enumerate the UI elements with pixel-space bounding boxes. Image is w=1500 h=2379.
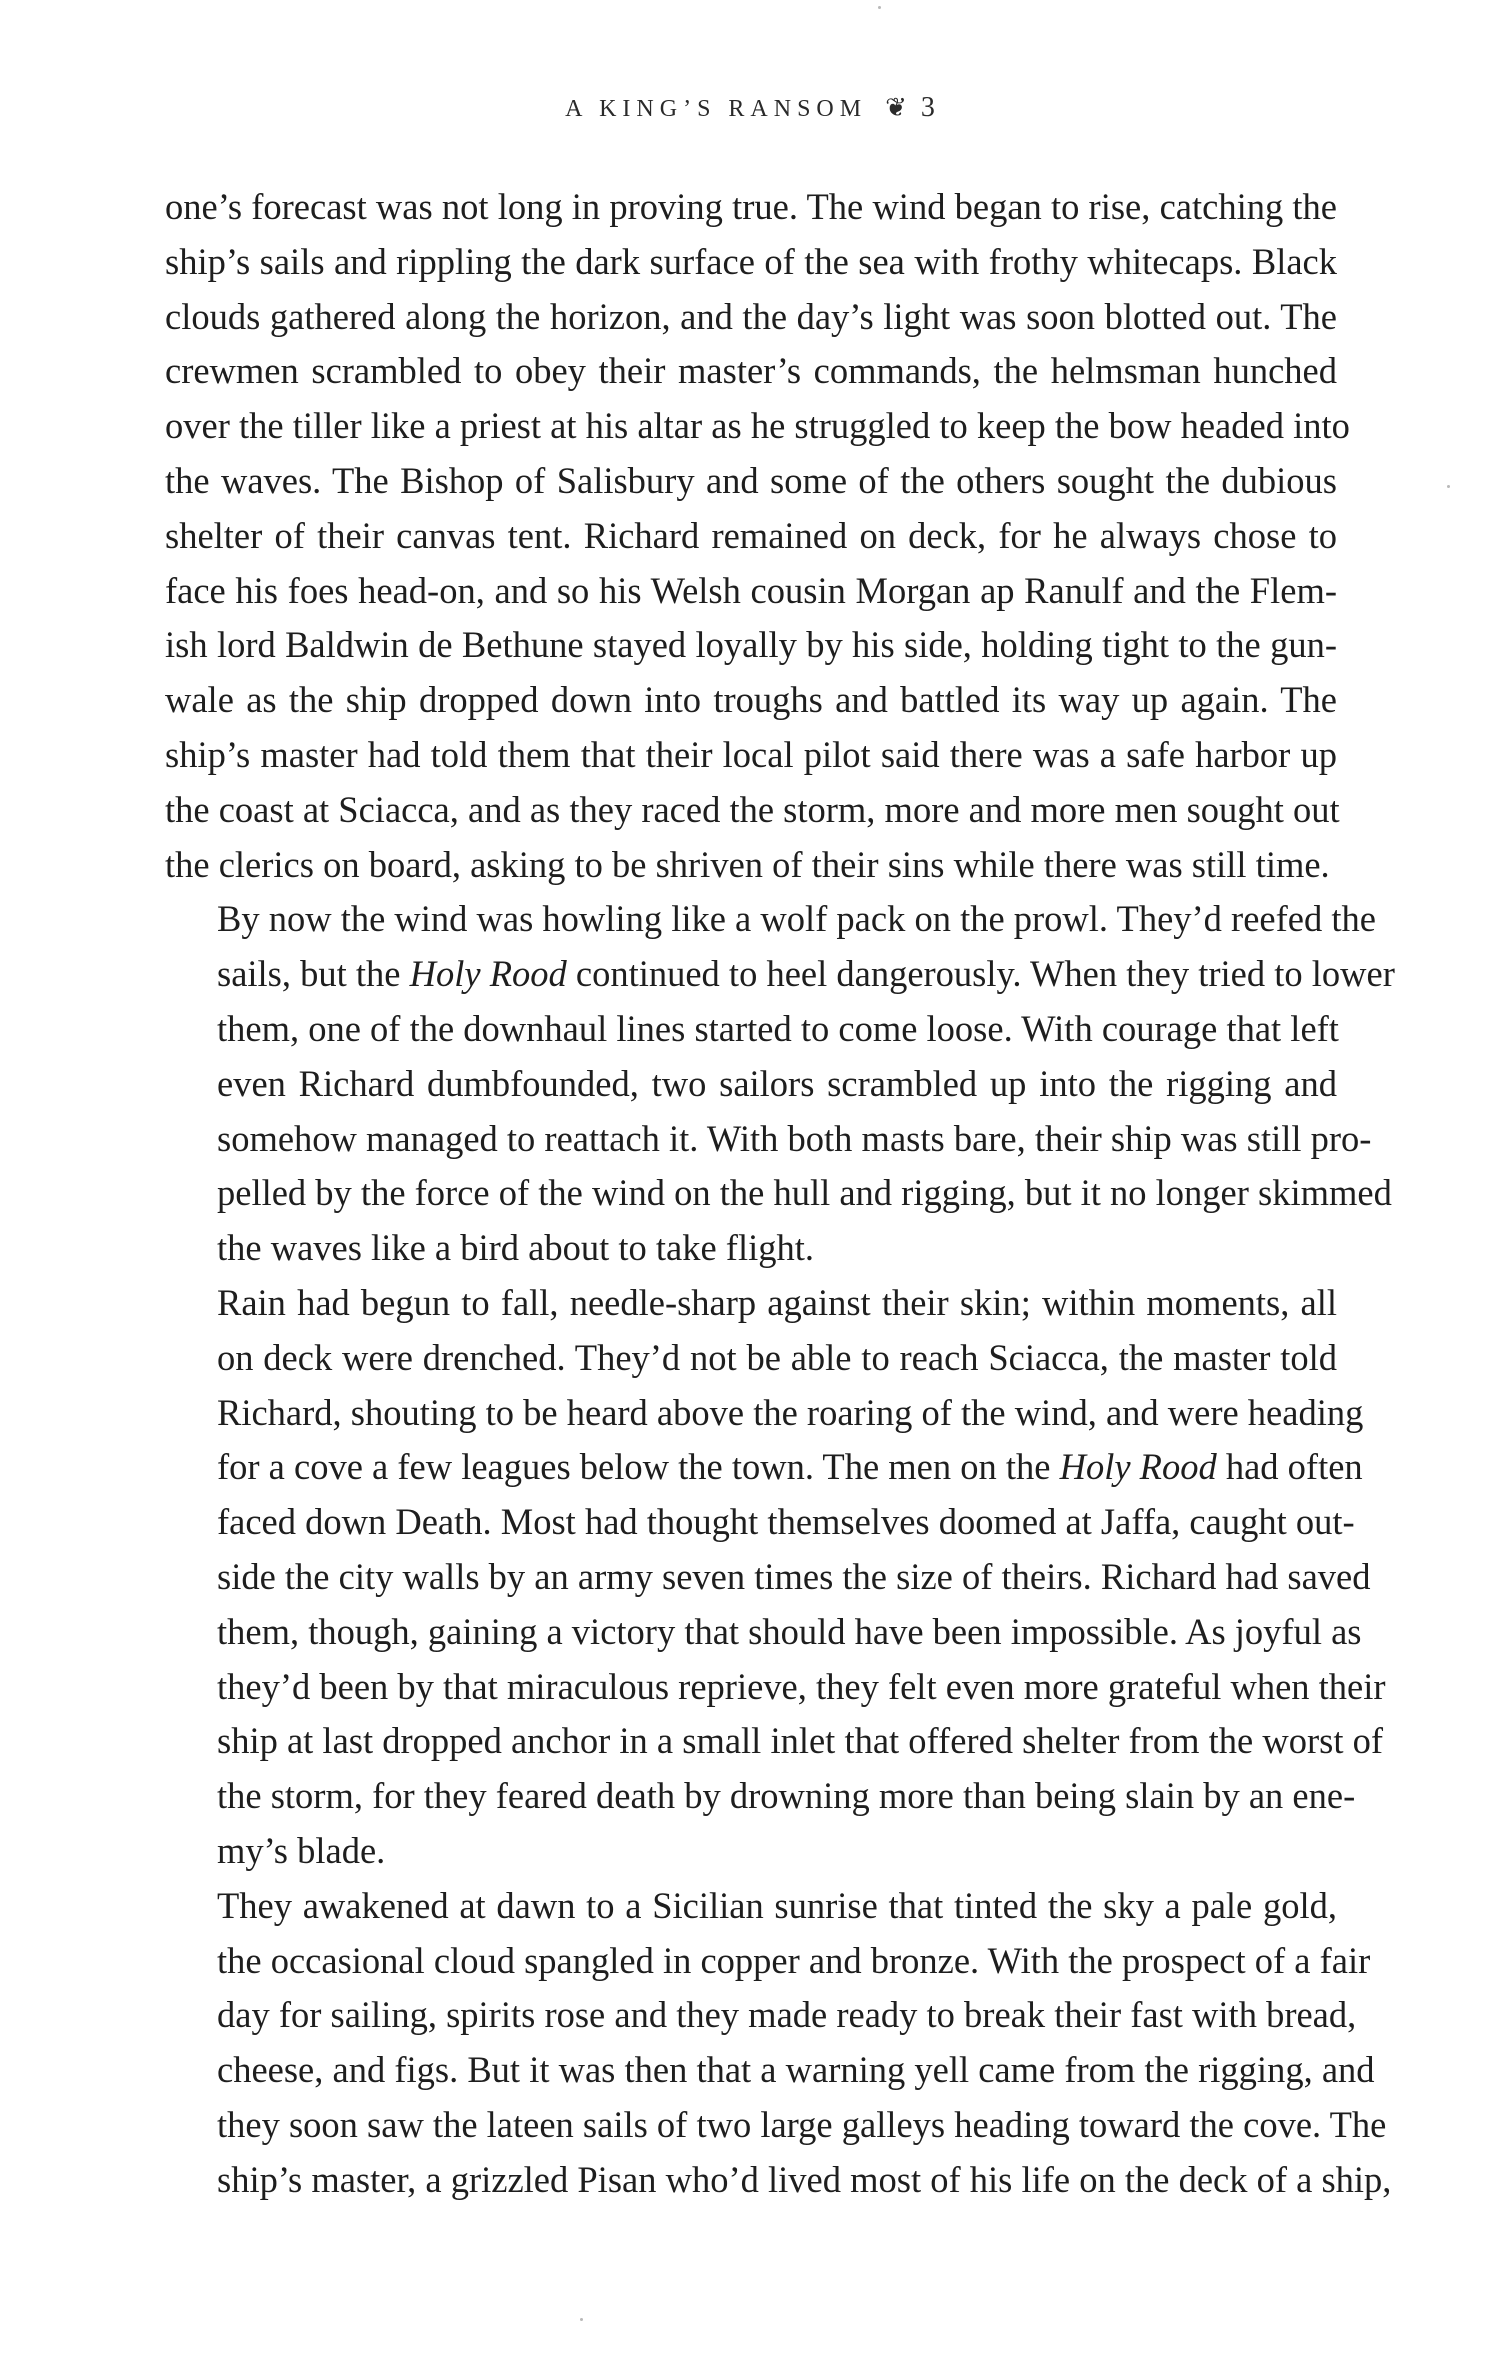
text-line: for a cove a few leagues below the town. The men on the Holy Rood had often (217, 1446, 1363, 1488)
scan-speck (1447, 485, 1450, 488)
text-line: Rain had begun to fall, needle-sharp against their skin; within moments, all (217, 1281, 1337, 1323)
text-line: the waves. The Bishop of Salisbury and some of the others sought the dubious (165, 459, 1337, 501)
text-line: pelled by the force of the wind on the hull and rigging, but it no longer skimmed (217, 1172, 1392, 1214)
text-line: cheese, and figs. But it was then that a warning yell came from the rigging, and (217, 2049, 1375, 2091)
text-line: clouds gathered along the horizon, and the day’s light was soon blotted out. The (165, 295, 1337, 337)
text-line: one’s forecast was not long in proving true. The wind began to rise, catching the (165, 186, 1337, 227)
text-line: the waves like a bird about to take flight. (217, 1227, 815, 1269)
running-head (0, 92, 1500, 124)
body-text (165, 180, 1395, 2207)
text-line: the coast at Sciacca, and as they raced the storm, more and more men sought out (165, 788, 1340, 830)
ship-name: Holy Rood (409, 953, 567, 995)
text-line: the occasional cloud spangled in copper and bronze. With the prospect of a fair (217, 1939, 1371, 1981)
text-line: them, one of the downhaul lines started to come loose. With courage that left (217, 1007, 1339, 1049)
scan-speck (580, 2318, 583, 2321)
text-line: on deck were drenched. They’d not be able to reach Sciacca, the master told (217, 1336, 1337, 1378)
page-number: 3 (920, 92, 935, 123)
text-line: ship’s master had told them that their local pilot said there was a safe harbor up (165, 733, 1337, 775)
text-line: my’s blade. (217, 1829, 386, 1871)
paragraph (165, 892, 1395, 1276)
text-line: crewmen scrambled to obey their master’s commands, the helmsman hunched (165, 350, 1337, 392)
text-line: ship’s master, a grizzled Pisan who’d lived most of his life on the deck of a ship, (217, 2158, 1392, 2200)
text-line: ish lord Baldwin de Bethune stayed loyally by his side, holding tight to the gun- (165, 624, 1337, 666)
running-title: A KING’S RANSOM (565, 96, 868, 122)
fleuron-icon: ❦ (885, 93, 907, 122)
paragraph (165, 1879, 1392, 2208)
text-line: even Richard dumbfounded, two sailors scrambled up into the rigging and (217, 1062, 1337, 1104)
text-line: ship’s sails and rippling the dark surface of the sea with frothy whitecaps. Black (165, 240, 1337, 282)
text-line: the clerics on board, asking to be shriven of their sins while there was still time. (165, 843, 1330, 885)
paragraph (165, 180, 1350, 892)
text-line: They awakened at dawn to a Sicilian sunrise that tinted the sky a pale gold, (217, 1884, 1337, 1926)
text-line: Richard, shouting to be heard above the roaring of the wind, and were heading (217, 1391, 1364, 1433)
text-line: By now the wind was howling like a wolf pack on the prowl. They’d reefed the (217, 898, 1376, 940)
text-line: day for sailing, spirits rose and they made ready to break their fast with bread, (217, 1994, 1357, 2036)
text-line: they soon saw the lateen sails of two large galleys heading toward the cove. The (217, 2103, 1387, 2145)
scan-speck (878, 6, 881, 9)
text-line: them, though, gaining a victory that should have been impossible. As joyful as (217, 1610, 1362, 1652)
text-line: wale as the ship dropped down into troughs and battled its way up again. The (165, 679, 1337, 721)
text-line: shelter of their canvas tent. Richard remained on deck, for he always chose to (165, 514, 1337, 556)
paragraph (165, 1276, 1386, 1879)
text-line: sails, but the Holy Rood continued to heel dangerously. When they tried to lower (217, 953, 1395, 995)
text-line: faced down Death. Most had thought themselves doomed at Jaffa, caught out- (217, 1501, 1355, 1543)
text-line: somehow managed to reattach it. With both masts bare, their ship was still pro- (217, 1117, 1372, 1159)
text-line: they’d been by that miraculous reprieve, they felt even more grateful when their (217, 1665, 1386, 1707)
text-line: over the tiller like a priest at his altar as he struggled to keep the bow headed into (165, 405, 1350, 447)
text-line: face his foes head-on, and so his Welsh cousin Morgan ap Ranulf and the Flem- (165, 569, 1337, 611)
text-line: side the city walls by an army seven times the size of theirs. Richard had saved (217, 1555, 1371, 1597)
text-line: the storm, for they feared death by drowning more than being slain by an ene- (217, 1775, 1356, 1817)
text-line: ship at last dropped anchor in a small inlet that offered shelter from the worst of (217, 1720, 1383, 1762)
ship-name: Holy Rood (1059, 1446, 1217, 1488)
